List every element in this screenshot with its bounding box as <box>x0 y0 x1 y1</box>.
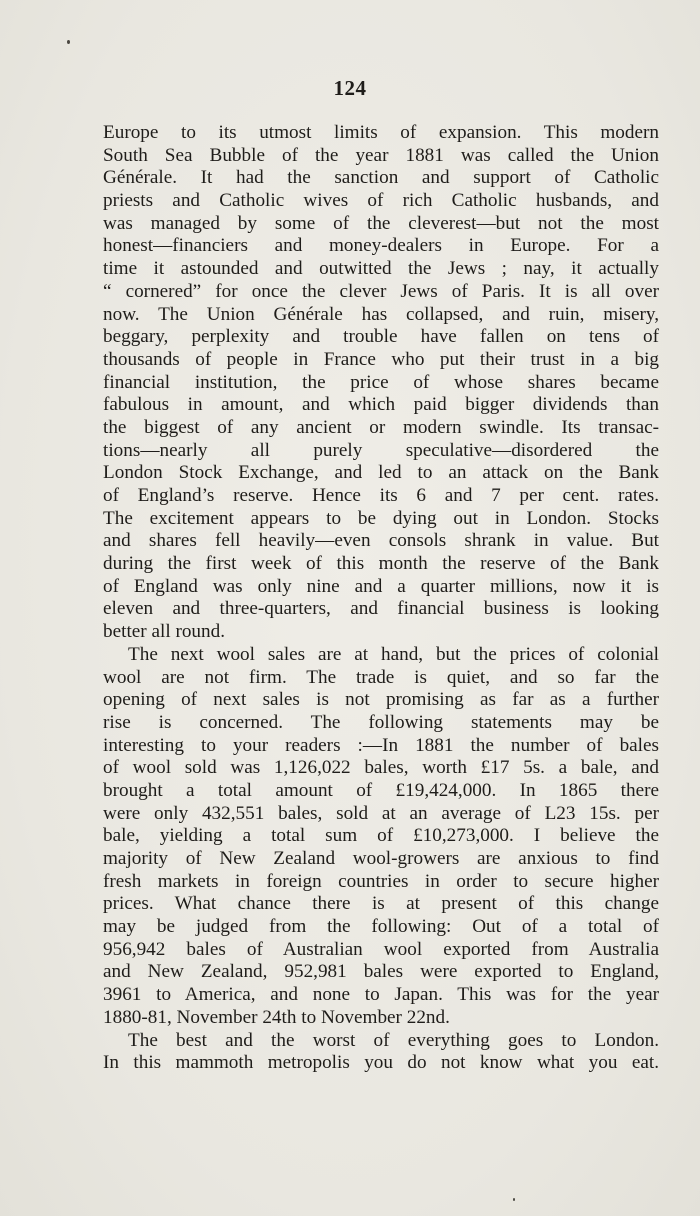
paper-speck <box>513 1198 515 1201</box>
text-line: fresh markets in foreign countries in order to secure higher <box>103 870 659 892</box>
text-line: majority of New Zealand wool-growers are anxious to find <box>103 848 659 869</box>
page-number: 124 <box>333 76 367 100</box>
text-line: 3961 to America, and none to Japan. This was for the year <box>103 984 659 1006</box>
text-line: of England’s reserve. Hence its 6 and 7 per cent. rates. <box>103 485 659 506</box>
text-line: The next wool sales are at hand, but the prices of colonial <box>128 643 659 665</box>
text-line: was managed by some of the cleverest—but not the most <box>103 212 659 234</box>
text-line: the biggest of any ancient or modern swindle. Its transac- <box>103 416 659 438</box>
text-line: “ cornered” for once the clever Jews of Paris. It is all over <box>103 280 659 302</box>
text-line: wool are not firm. The trade is quiet, and so far the <box>103 666 659 688</box>
text-line: better all round. <box>103 621 226 643</box>
text-line: of England was only nine and a quarter millions, now it is <box>103 575 659 597</box>
text-line: fabulous in amount, and which paid bigger dividends than <box>103 394 659 416</box>
text-line: financial institution, the price of whose shares became <box>103 371 659 393</box>
text-line: The excitement appears to be dying out in London. Stocks <box>103 507 659 529</box>
text-line: prices. What chance there is at present of this change <box>103 893 659 915</box>
text-line: beggary, perplexity and trouble have fallen on tens of <box>103 326 659 348</box>
text-line: priests and Catholic wives of rich Catholic husbands, and <box>103 190 659 212</box>
text-line: may be judged from the following: Out of a total of <box>103 916 659 938</box>
text-line: during the first week of this month the reserve of the Bank <box>103 553 659 575</box>
text-line: honest—financiers and money-dealers in Europe. For a <box>103 235 659 257</box>
text-line: In this mammoth metropolis you do not know what you eat. <box>103 1052 659 1074</box>
text-line: time it astounded and outwitted the Jews ; nay, it actually <box>103 258 659 280</box>
text-line: of wool sold was 1,126,022 bales, worth £17 5s. a bale, and <box>103 757 659 779</box>
body-text <box>103 122 659 1075</box>
text-line: and shares fell heavily—even consols shrank in value. But <box>103 530 659 552</box>
text-line: Europe to its utmost limits of expansion. This modern <box>103 122 659 143</box>
text-line: and New Zealand, 952,981 bales were exported to England, <box>103 961 659 983</box>
text-line: bale, yielding a total sum of £10,273,000. I believe the <box>103 825 659 847</box>
text-line: were only 432,551 bales, sold at an average of L23 15s. per <box>103 802 659 824</box>
text-line: Générale. It had the sanction and support of Catholic <box>103 167 659 189</box>
paper-speck <box>67 40 70 44</box>
text-line: South Sea Bubble of the year 1881 was called the Union <box>103 144 659 166</box>
text-line: 956,942 bales of Australian wool exported from Australia <box>103 938 659 960</box>
text-line: tions—nearly all purely speculative—disordered the <box>103 439 659 461</box>
text-line: The best and the worst of everything goes to London. <box>128 1029 659 1051</box>
text-line: 1880-81, November 24th to November 22nd. <box>103 1006 450 1028</box>
text-line: London Stock Exchange, and led to an attack on the Bank <box>103 462 659 484</box>
text-line: brought a total amount of £19,424,000. In 1865 there <box>103 779 659 801</box>
text-line: rise is concerned. The following statements may be <box>103 711 659 733</box>
text-line: thousands of people in France who put their trust in a big <box>103 348 659 370</box>
text-line: interesting to your readers :—In 1881 the number of bales <box>103 734 659 756</box>
text-line: now. The Union Générale has collapsed, and ruin, misery, <box>103 303 659 325</box>
text-line: eleven and three-quarters, and financial business is looking <box>103 598 659 620</box>
text-line: opening of next sales is not promising as far as a further <box>103 689 659 711</box>
